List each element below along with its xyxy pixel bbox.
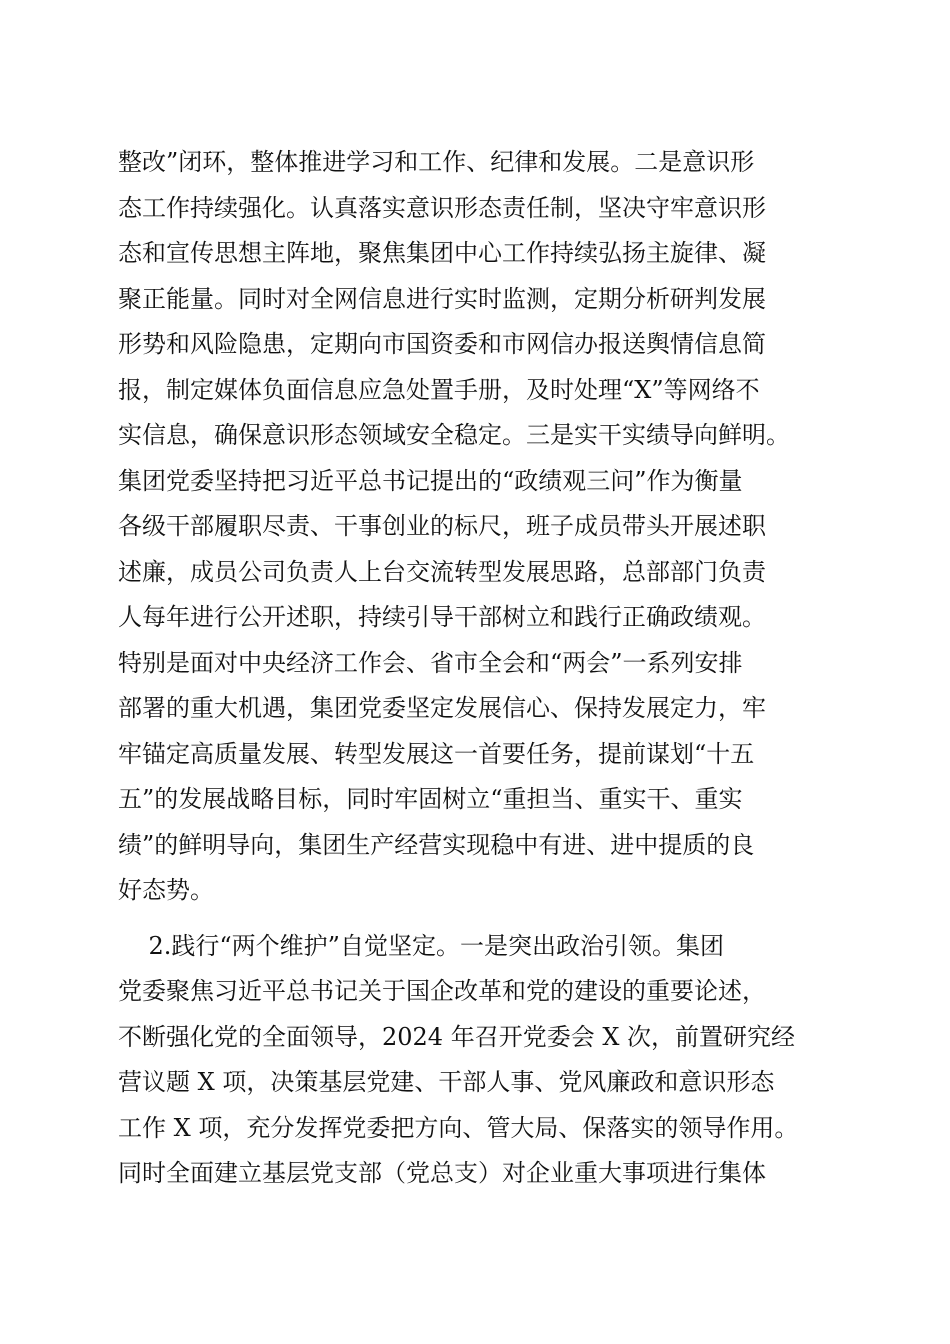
text-line: 人每年进行公开述职，持续引导干部树立和践行正确政绩观。 (118, 603, 766, 631)
text-line: 2.践行“两个维护”自觉坚定。一是突出政治引领。集团 (118, 931, 724, 960)
text-line: 各级干部履职尽责、干事创业的标尺，班子成员带头开展述职 (118, 512, 766, 540)
text-line: 五”的发展战略目标，同时牢固树立“重担当、重实干、重实 (118, 785, 743, 813)
text-line: 党委聚焦习近平总书记关于国企改革和党的建设的重要论述， (118, 977, 766, 1005)
text-line: 实信息，确保意识形态领域安全稳定。三是实干实绩导向鲜明。 (118, 421, 790, 449)
body-text (118, 140, 838, 1197)
text-line: 形势和风险隐患，定期向市国资委和市网信办报送舆情信息简 (118, 330, 766, 358)
paragraph-1 (118, 140, 838, 914)
text-line: 聚正能量。同时对全网信息进行实时监测，定期分析研判发展 (118, 284, 766, 313)
text-line: 工作 X 项，充分发挥党委把方向、管大局、保落实的领导作用。 (118, 1113, 799, 1142)
paragraph-gap (118, 914, 838, 924)
text-line: 牢锚定高质量发展、转型发展这一首要任务，提前谋划“十五 (118, 739, 755, 768)
text-line: 整改”闭环，整体推进学习和工作、纪律和发展。二是意识形 (118, 148, 755, 176)
text-line: 不断强化党的全面领导，2024 年召开党委会 X 次，前置研究经 (118, 1022, 796, 1051)
text-line: 好态势。 (118, 876, 214, 904)
text-line: 同时全面建立基层党支部（党总支）对企业重大事项进行集体 (118, 1159, 766, 1187)
text-line: 集团党委坚持把习近平总书记提出的“政绩观三问”作为衡量 (118, 466, 743, 495)
text-line: 态和宣传思想主阵地，聚焦集团中心工作持续弘扬主旋律、凝 (118, 239, 766, 267)
text-line: 特别是面对中央经济工作会、省市全会和“两会”一系列安排 (118, 648, 743, 677)
text-line: 述廉，成员公司负责人上台交流转型发展思路，总部部门负责 (118, 557, 766, 586)
text-line: 态工作持续强化。认真落实意识形态责任制，坚决守牢意识形 (118, 193, 766, 222)
text-line: 营议题 X 项，决策基层党建、干部人事、党风廉政和意识形态 (118, 1068, 775, 1096)
text-line: 报，制定媒体负面信息应急处置手册，及时处理“X”等网络不 (118, 375, 760, 404)
paragraph-2 (118, 924, 838, 1197)
text-line: 绩”的鲜明导向，集团生产经营实现稳中有进、进中提质的良 (118, 830, 755, 859)
text-line: 部署的重大机遇，集团党委坚定发展信心、保持发展定力，牢 (118, 694, 766, 722)
